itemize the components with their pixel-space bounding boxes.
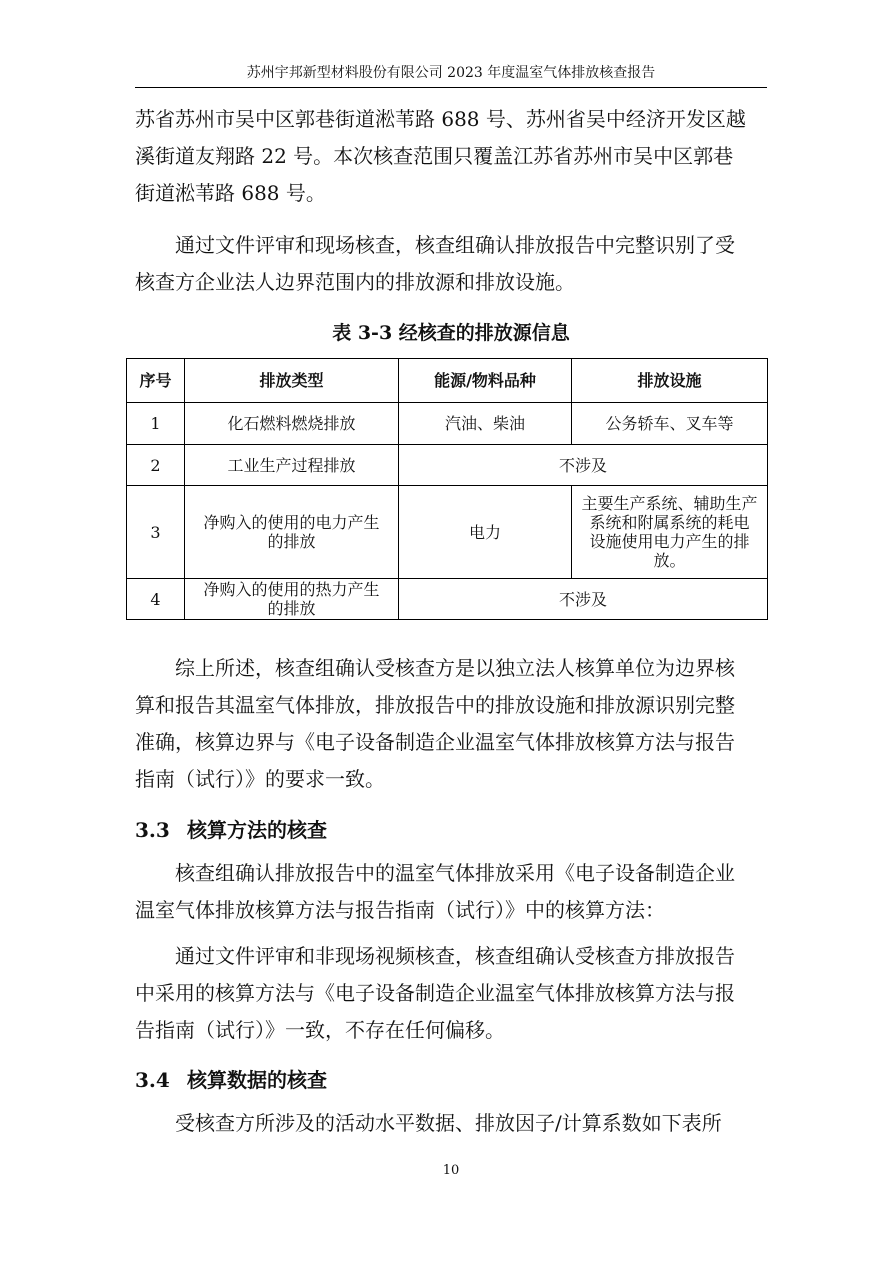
- cell-merged: 不涉及: [399, 579, 768, 620]
- paragraph-address: [135, 101, 769, 212]
- header-cell: 能源/物料品种: [399, 359, 572, 403]
- cell-no: 3: [127, 486, 185, 579]
- text-line: 通过文件评审和非现场视频核查，核查组确认受核查方排放报告: [175, 944, 735, 968]
- text-line: 告指南（试行）》一致，不存在任何偏移。: [135, 1018, 505, 1042]
- section-heading-3-3: [135, 815, 327, 845]
- text-line: 指南（试行）》的要求一致。: [135, 767, 385, 791]
- cell-line: 的排放: [267, 599, 316, 618]
- cell-line: 主要生产系统、辅助生产: [581, 494, 758, 513]
- text-line: 核查方企业法人边界范围内的排放源和排放设施。: [135, 270, 575, 294]
- section-number: 3.4: [135, 1068, 170, 1092]
- cell-energy: 电力: [399, 486, 572, 579]
- cell-merged: 不涉及: [399, 445, 768, 486]
- section-number: 3.3: [135, 818, 170, 842]
- page-number: 10: [442, 1163, 460, 1178]
- cell-facility: 公务轿车、叉车等: [572, 403, 768, 445]
- header-cell: 排放类型: [185, 359, 399, 403]
- table-row: [127, 445, 768, 486]
- cell-type: 工业生产过程排放: [185, 445, 399, 486]
- paragraph-boundary-check: [135, 227, 769, 301]
- paragraph-summary: [135, 650, 769, 798]
- text-line: 综上所述，核查组确认受核查方是以独立法人核算单位为边界核: [175, 656, 735, 680]
- text-line: 算和报告其温室气体排放，排放报告中的排放设施和排放源识别完整: [135, 693, 735, 717]
- cell-line: 的排放: [267, 532, 316, 551]
- text-line: 溪街道友翔路 22 号。本次核查范围只覆盖江苏省苏州市吴中区郭巷: [135, 144, 734, 168]
- paragraph-method-check: [135, 938, 769, 1049]
- section-title: 核算方法的核查: [187, 818, 327, 842]
- cell-type: 化石燃料燃烧排放: [185, 403, 399, 445]
- text-line: 核查组确认排放报告中的温室气体排放采用《电子设备制造企业: [175, 861, 735, 885]
- text-line: 准确，核算边界与《电子设备制造企业温室气体排放核算方法与报告: [135, 730, 735, 754]
- cell-no: 2: [127, 445, 185, 486]
- running-header: 苏州宇邦新型材料股份有限公司 2023 年度温室气体排放核查报告: [246, 65, 656, 81]
- section-heading-3-4: [135, 1065, 327, 1095]
- cell-energy: 汽油、柴油: [399, 403, 572, 445]
- text-line: 通过文件评审和现场核查，核查组确认排放报告中完整识别了受: [175, 233, 735, 257]
- cell-facility: [572, 486, 768, 579]
- cell-no: 4: [127, 579, 185, 620]
- cell-line: 净购入的使用的热力产生: [203, 580, 380, 599]
- text-line: 受核查方所涉及的活动水平数据、排放因子/计算系数如下表所: [175, 1111, 722, 1135]
- text-line: 中采用的核算方法与《电子设备制造企业温室气体排放核算方法与报: [135, 981, 735, 1005]
- paragraph-method: [135, 855, 769, 929]
- cell-type: [185, 486, 399, 579]
- header-rule: [135, 87, 767, 88]
- text-line: 温室气体排放核算方法与报告指南（试行）》中的核算方法：: [135, 898, 665, 922]
- header-cell: 序号: [127, 359, 185, 403]
- table-row: [127, 403, 768, 445]
- paragraph-data: [135, 1105, 769, 1142]
- cell-line: 放。: [653, 551, 686, 570]
- cell-line: 净购入的使用的电力产生: [203, 513, 380, 532]
- cell-type: [185, 579, 399, 620]
- table-header-row: [127, 359, 768, 403]
- text-line: 街道淞苇路 688 号。: [135, 181, 326, 205]
- cell-no: 1: [127, 403, 185, 445]
- table-row: [127, 579, 768, 620]
- emission-source-table: [126, 358, 768, 620]
- text-line: 苏省苏州市吴中区郭巷街道淞苇路 688 号、苏州省吴中经济开发区越: [135, 107, 746, 131]
- table-row: [127, 486, 768, 579]
- table-caption: 表 3-3 经核查的排放源信息: [332, 322, 570, 344]
- cell-line: 设施使用电力产生的排: [589, 532, 750, 551]
- section-title: 核算数据的核查: [187, 1068, 327, 1092]
- cell-line: 系统和附属系统的耗电: [589, 513, 750, 532]
- header-cell: 排放设施: [572, 359, 768, 403]
